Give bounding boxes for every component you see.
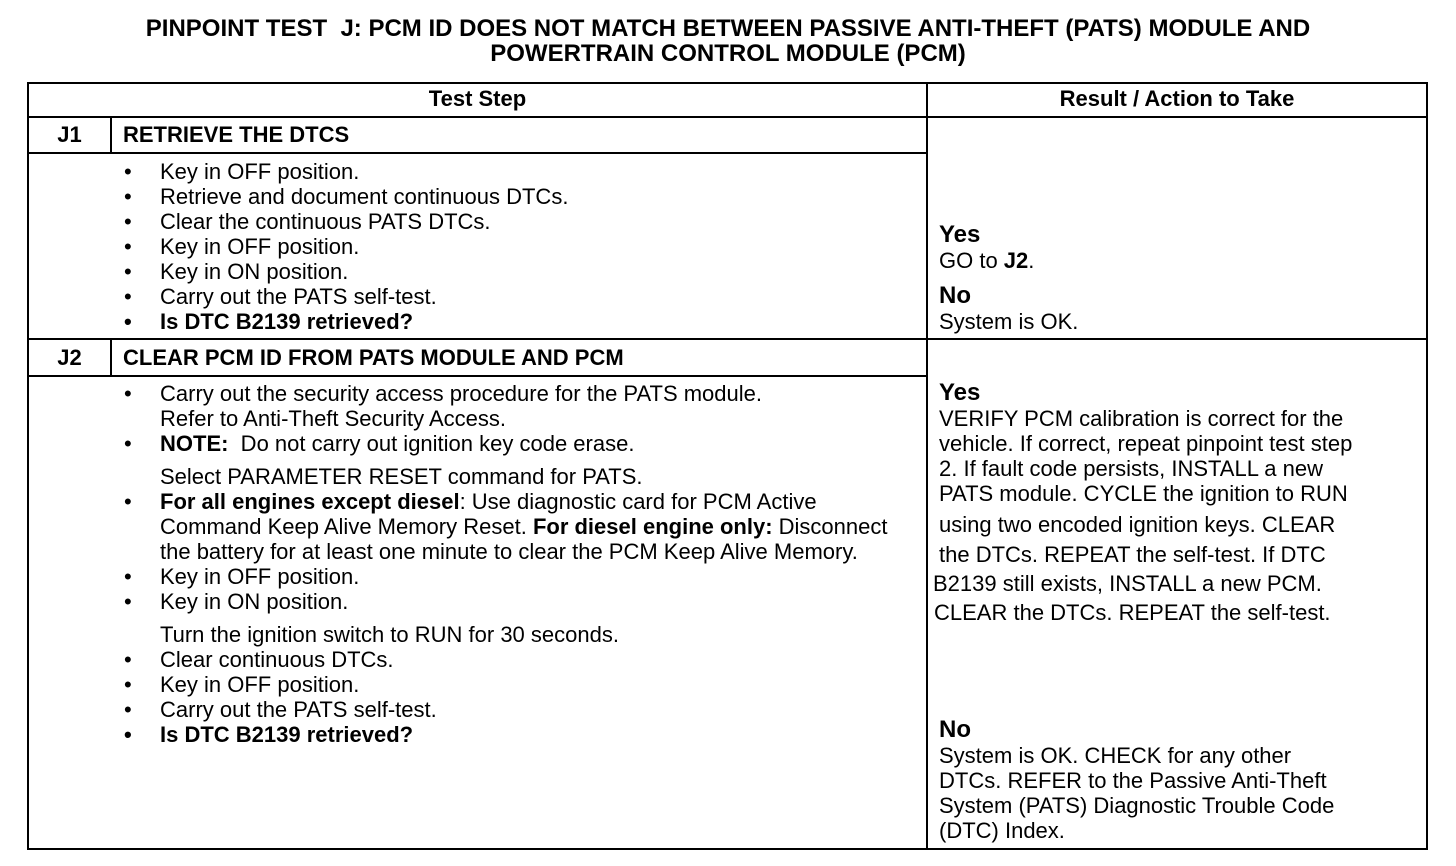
- j2-step1-line2: Refer to Anti-Theft Security Access.: [160, 406, 507, 431]
- header-result-action: Result / Action to Take: [1059, 86, 1295, 111]
- j1-no-text: System is OK.: [939, 309, 1079, 334]
- j1-yes-text: [939, 248, 1419, 273]
- j2-yes-line: vehicle. If correct, repeat pinpoint test step: [939, 431, 1353, 456]
- j2-yes-line: using two encoded ignition keys. CLEAR: [939, 512, 1336, 537]
- list-item: • Clear continuous DTCs.: [122, 647, 912, 672]
- step-id-j2: J2: [57, 345, 82, 370]
- step-title-j2: CLEAR PCM ID FROM PATS MODULE AND PCM: [123, 345, 624, 370]
- j2-yes-line: B2139 still exists, INSTALL a new PCM.: [933, 571, 1322, 596]
- list-item: [122, 381, 912, 431]
- j1-yes-label: Yes: [939, 221, 981, 248]
- title-line-1: PINPOINT TEST J: PCM ID DOES NOT MATCH BETWEEN PASSIVE ANTI-THEFT (PATS) MODULE AND: [145, 15, 1311, 42]
- j2-no-line: System is OK. CHECK for any other: [939, 743, 1292, 768]
- list-item: • Key in OFF position.: [122, 564, 912, 589]
- list-item: • Key in OFF position.: [122, 672, 912, 697]
- j2-yes-line: VERIFY PCM calibration is correct for the: [939, 406, 1344, 431]
- header-divider: [27, 116, 1428, 118]
- j2-yes-line: the DTCs. REPEAT the self-test. If DTC: [939, 542, 1326, 567]
- header-test-step: Test Step: [428, 86, 527, 111]
- list-item: • Key in OFF position.: [122, 159, 912, 184]
- j2-yes-label: Yes: [939, 379, 981, 406]
- note-label: NOTE:: [160, 431, 229, 456]
- list-item: [122, 431, 912, 456]
- list-item: [122, 489, 912, 564]
- list-item: Select PARAMETER RESET command for PATS.: [160, 464, 643, 489]
- list-item: • Key in OFF position.: [122, 234, 912, 259]
- j1-result: [939, 221, 1419, 334]
- engines-bold-1: For all engines except diesel: [160, 489, 460, 514]
- j2-yes-line: 2. If fault code persists, INSTALL a new: [939, 456, 1323, 481]
- j1-yes-text-pre: GO to: [939, 248, 1004, 273]
- j2-no-line: System (PATS) Diagnostic Trouble Code: [939, 793, 1335, 818]
- j1-no-label: No: [939, 282, 971, 309]
- list-item: • Key in ON position.: [122, 259, 912, 284]
- j1-yes-text-post: .: [1028, 248, 1035, 273]
- j1-id-divider: [110, 116, 112, 154]
- engines-bold-2: For diesel engine only:: [532, 514, 773, 539]
- j1-step-list: [122, 159, 912, 334]
- step-title-j1: RETRIEVE THE DTCS: [123, 122, 350, 147]
- page-title: [0, 16, 1456, 66]
- j2-no-label: No: [939, 716, 971, 743]
- engines-text-1: : Use diagnostic card for PCM Active Command Keep Alive Memory Reset.: [160, 489, 817, 539]
- list-item: • Clear the continuous PATS DTCs.: [122, 209, 912, 234]
- j1-title-divider: [27, 152, 927, 154]
- list-item: • Retrieve and document continuous DTCs.: [122, 184, 912, 209]
- step-id-j1: J1: [57, 122, 82, 147]
- j2-no-line: (DTC) Index.: [939, 818, 1065, 843]
- j2-yes-line: PATS module. CYCLE the ignition to RUN: [939, 481, 1348, 506]
- j2-no-line: DTCs. REFER to the Passive Anti-Theft: [939, 768, 1327, 793]
- note-text: Do not carry out ignition key code erase.: [228, 431, 635, 456]
- j2-step1-line1: • Carry out the security access procedure for the PATS module.: [160, 381, 763, 406]
- list-item: Turn the ignition switch to RUN for 30 seconds.: [160, 622, 619, 647]
- list-item: • Is DTC B2139 retrieved?: [122, 722, 912, 747]
- j2-id-divider: [110, 338, 112, 377]
- list-item: • Key in ON position.: [122, 589, 912, 614]
- j2-yes-line: CLEAR the DTCs. REPEAT the self-test.: [934, 600, 1331, 625]
- column-divider: [926, 82, 928, 850]
- j1-yes-target: J2: [1003, 248, 1029, 273]
- list-item: • Is DTC B2139 retrieved?: [122, 309, 912, 334]
- j1-j2-divider: [27, 338, 1428, 340]
- title-line-2: POWERTRAIN CONTROL MODULE (PCM): [490, 40, 966, 67]
- engines-text-2: Disconnect the battery for at least one minute to clear the PCM Keep Alive Memory.: [160, 514, 888, 564]
- list-item: • Carry out the PATS self-test.: [122, 284, 912, 309]
- j2-title-divider: [27, 375, 927, 377]
- j2-yes-result: [933, 379, 1423, 625]
- j2-no-result: [939, 716, 1423, 843]
- list-item: • Carry out the PATS self-test.: [122, 697, 912, 722]
- j2-step-list: [122, 381, 912, 747]
